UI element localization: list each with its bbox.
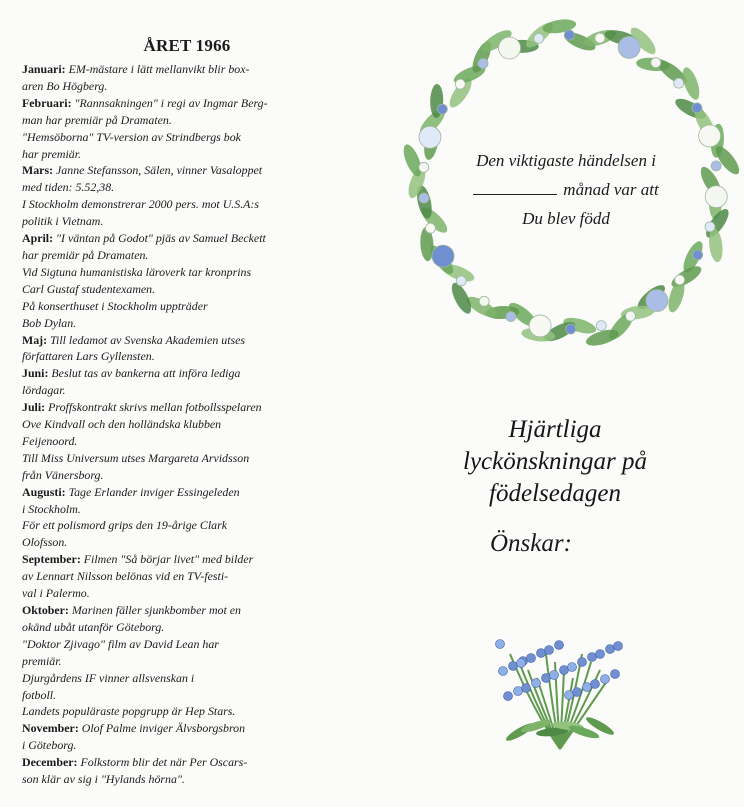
- wreath-line-3: Du blev född: [522, 209, 610, 228]
- entry-line: [22, 332, 352, 349]
- entry-text: med tiden: 5.52,38.: [22, 180, 115, 195]
- wreath-flower: [705, 186, 727, 208]
- bouquet-flower: [560, 666, 569, 675]
- entry-line: [22, 281, 352, 298]
- month-label: Juli:: [22, 400, 46, 415]
- entry-text: okänd ubåt utanför Göteborg.: [22, 619, 165, 634]
- month-entry: [22, 230, 352, 331]
- wreath-flower: [693, 250, 703, 260]
- entry-line: [22, 670, 352, 687]
- entry-text: På konserthuset i Stockholm uppträder: [22, 298, 208, 313]
- wreath-flower: [711, 161, 721, 171]
- year-title: ÅRET 1966: [143, 36, 231, 55]
- entry-line: [22, 78, 352, 95]
- entry-text: aren Bo Högberg.: [22, 78, 108, 93]
- entry-text: har premiär.: [22, 146, 82, 161]
- wreath-flower: [437, 104, 447, 114]
- month-label: Februari:: [22, 95, 72, 110]
- entry-line: [22, 636, 352, 653]
- entry-line: [22, 399, 352, 416]
- wreath-message: [446, 146, 686, 233]
- entry-line: [22, 416, 352, 433]
- month-entry: [22, 162, 352, 230]
- entry-text: Olof Palme inviger Älvsborgsbron: [81, 721, 246, 736]
- entry-line: [22, 213, 352, 230]
- wreath-flower: [432, 245, 454, 267]
- entry-text: Filmen "Så börjar livet" med bilder: [83, 552, 254, 567]
- bouquet-flower: [514, 687, 523, 696]
- month-label: November:: [22, 721, 79, 736]
- entry-text: Beslut tas av bankerna att införa lediga: [51, 366, 241, 381]
- bouquet-flower: [527, 654, 536, 663]
- month-entry: [22, 720, 352, 754]
- entry-text: fotboll.: [22, 687, 57, 702]
- wreath-leaf: [712, 143, 743, 178]
- month-label: Mars:: [22, 163, 54, 178]
- entry-line: [22, 179, 352, 196]
- wreath-flower: [419, 162, 429, 172]
- month-label: December:: [22, 755, 78, 770]
- month-entry: [22, 95, 352, 163]
- entry-text: Carl Gustaf studentexamen.: [22, 281, 156, 296]
- entry-text: Folkstorm blir det när Per Oscars-: [80, 755, 248, 770]
- wreath-flower: [692, 103, 702, 113]
- wreath-flower: [675, 275, 685, 285]
- entry-text: har premiär på Dramaten.: [22, 247, 149, 262]
- entry-text: Feijenoord.: [22, 433, 78, 448]
- bouquet-flower: [583, 683, 592, 692]
- entry-text: författaren Lars Gyllensten.: [22, 349, 155, 364]
- wreath-flower: [651, 58, 661, 68]
- wreath-line-1: Den viktigaste händelsen i: [476, 151, 656, 170]
- wreath-flower: [478, 58, 488, 68]
- month-blank-line: [473, 179, 557, 195]
- wreath-flower: [699, 125, 721, 147]
- entry-text: Landets populäraste popgrupp är Hep Stars.: [22, 704, 236, 719]
- entry-line: [22, 433, 352, 450]
- entry-line: [22, 484, 352, 501]
- wreath-flower: [419, 193, 429, 203]
- entry-line: [22, 450, 352, 467]
- entry-text: i Stockholm.: [22, 501, 81, 516]
- bouquet-flower: [611, 670, 620, 679]
- entry-line: [22, 146, 352, 163]
- entry-text: av Lennart Nilsson belönas vid en TV-festi-: [22, 569, 229, 584]
- birthday-greeting: [420, 414, 690, 510]
- month-entry: [22, 332, 352, 366]
- entry-text: I Stockholm demonstrerar 2000 pers. mot U.S.A:s: [22, 197, 260, 212]
- entry-text: politik i Vietnam.: [22, 214, 104, 229]
- entry-text: Janne Stefansson, Sälen, vinner Vasaloppet: [56, 163, 263, 178]
- entry-text: Vid Sigtuna humanistiska läroverk tar kronprins: [22, 264, 252, 279]
- month-entry: [22, 551, 352, 602]
- entry-line: [22, 703, 352, 720]
- bouquet-flower: [573, 688, 582, 697]
- entry-text: Tage Erlander inviger Essingeleden: [68, 484, 240, 499]
- entry-line: [22, 754, 352, 771]
- entry-line: [22, 585, 352, 602]
- entry-line: [22, 112, 352, 129]
- entry-line: [22, 602, 352, 619]
- wreath-flower: [618, 36, 640, 58]
- wreath-flower: [564, 30, 574, 40]
- entry-text: "I väntan på Godot" pjäs av Samuel Beckett: [56, 231, 266, 246]
- year-events-column: [22, 36, 352, 788]
- month-entry: [22, 399, 352, 484]
- wreath-flower: [529, 315, 551, 337]
- wreath-line-2-text: månad var att: [563, 180, 659, 199]
- month-entry: [22, 602, 352, 720]
- month-entry: [22, 61, 352, 95]
- entry-text: premiär.: [22, 653, 62, 668]
- entry-text: i Göteborg.: [22, 738, 77, 753]
- entry-text: Till ledamot av Svenska Akademien utses: [50, 332, 246, 347]
- wreath-flower: [596, 321, 606, 331]
- bouquet-flower: [614, 642, 623, 651]
- entry-line: [22, 365, 352, 382]
- entry-text: val i Palermo.: [22, 586, 90, 601]
- bouquet-flower: [522, 684, 531, 693]
- entry-line: [22, 247, 352, 264]
- month-label: Juni:: [22, 366, 49, 381]
- wreath-flower: [479, 296, 489, 306]
- entry-text: Olofsson.: [22, 535, 68, 550]
- greeting-line-1: Hjärtliga: [508, 416, 602, 443]
- bouquet-flower: [496, 640, 505, 649]
- bouquet-flower: [568, 663, 577, 672]
- entry-text: Proffskontrakt skrivs mellan fotbollsspelaren: [48, 400, 262, 415]
- entry-line: [22, 315, 352, 332]
- entry-text: "Hemsöborna" TV-version av Strindbergs bok: [22, 129, 241, 144]
- bouquet-flower: [596, 650, 605, 659]
- wreath-flower: [595, 33, 605, 43]
- wreath-flower: [674, 78, 684, 88]
- wreath-flower: [506, 312, 516, 322]
- forget-me-not-icon: [470, 624, 650, 759]
- entry-line: [22, 467, 352, 484]
- entry-text: man har premiär på Dramaten.: [22, 112, 172, 127]
- month-label: September:: [22, 552, 81, 567]
- from-label: Önskar:: [490, 530, 572, 557]
- month-label: Maj:: [22, 332, 48, 347]
- entry-line: [22, 230, 352, 247]
- entry-line: [22, 196, 352, 213]
- entry-line: [22, 382, 352, 399]
- bouquet-flower: [499, 667, 508, 676]
- month-entry: [22, 754, 352, 788]
- month-entry: [22, 484, 352, 552]
- wreath-flower: [646, 290, 668, 312]
- entry-line: [22, 162, 352, 179]
- entry-line: [22, 720, 352, 737]
- month-label: Augusti:: [22, 484, 66, 499]
- entry-text: Marinen fäller sjunkbomber mot en: [71, 603, 241, 617]
- entry-text: lördagar.: [22, 383, 66, 398]
- wreath-flower: [456, 276, 466, 286]
- entry-text: Till Miss Universum utses Margareta Arvidsson: [22, 450, 250, 465]
- wreath-flower: [425, 223, 435, 233]
- wreath-flower: [566, 324, 576, 334]
- bouquet-flower: [504, 692, 513, 701]
- wreath-flower: [455, 79, 465, 89]
- bouquet-flower: [606, 645, 615, 654]
- greeting-line-2: lyckönskningar på: [463, 448, 647, 475]
- month-label: April:: [22, 231, 54, 246]
- bouquet-flower: [588, 653, 597, 662]
- bouquet-flower: [517, 659, 526, 668]
- entry-line: [22, 534, 352, 551]
- month-label: Oktober:: [22, 603, 69, 617]
- entry-text: Djurgårdens IF vinner allsvenskan i: [22, 670, 195, 685]
- entry-line: [22, 551, 352, 568]
- entry-text: För ett polismord grips den 19-årige Clark: [22, 518, 227, 533]
- bouquet-flower: [537, 649, 546, 658]
- bouquet-flower: [532, 679, 541, 688]
- bouquet-flower: [591, 680, 600, 689]
- bouquet-flower: [578, 658, 587, 667]
- month-label: Januari:: [22, 62, 66, 76]
- wreath-flower: [705, 222, 715, 232]
- entry-line: [22, 771, 352, 788]
- entry-text: Bob Dylan.: [22, 315, 77, 330]
- bouquet-flower: [545, 646, 554, 655]
- wreath-flower: [625, 311, 635, 321]
- entry-line: [22, 129, 352, 146]
- wreath-flower: [534, 33, 544, 43]
- bouquet-flower: [550, 671, 559, 680]
- entry-text: "Doktor Zjivago" film av David Lean har: [22, 636, 219, 651]
- bouquet-flower: [565, 691, 574, 700]
- entry-line: [22, 568, 352, 585]
- wreath-line-2: [446, 175, 686, 204]
- entry-line: [22, 95, 352, 112]
- bouquet-flower: [509, 662, 518, 671]
- bouquet-flower: [555, 641, 564, 650]
- entry-line: [22, 687, 352, 704]
- bouquet-flower: [601, 675, 610, 684]
- entry-line: [22, 653, 352, 670]
- entry-text: EM-mästare i lätt mellanvikt blir box-: [68, 62, 250, 76]
- entry-line: [22, 517, 352, 534]
- month-entries: [22, 61, 352, 788]
- entry-line: [22, 348, 352, 365]
- entry-line: [22, 61, 352, 78]
- entry-line: [22, 264, 352, 281]
- entry-text: son klär av sig i "Hylands hörna".: [22, 772, 185, 787]
- entry-line: [22, 298, 352, 315]
- entry-text: "Rannsakningen" i regi av Ingmar Berg-: [74, 95, 268, 110]
- greeting-line-3: födelsedagen: [489, 480, 621, 507]
- entry-text: Ove Kindvall och den holländska klubben: [22, 417, 222, 432]
- entry-text: från Vänersborg.: [22, 467, 104, 482]
- month-entry: [22, 365, 352, 399]
- wreath-flower: [499, 37, 521, 59]
- bouquet-flower: [542, 674, 551, 683]
- entry-line: [22, 737, 352, 754]
- entry-line: [22, 501, 352, 518]
- entry-line: [22, 619, 352, 636]
- wreath-flower: [419, 126, 441, 148]
